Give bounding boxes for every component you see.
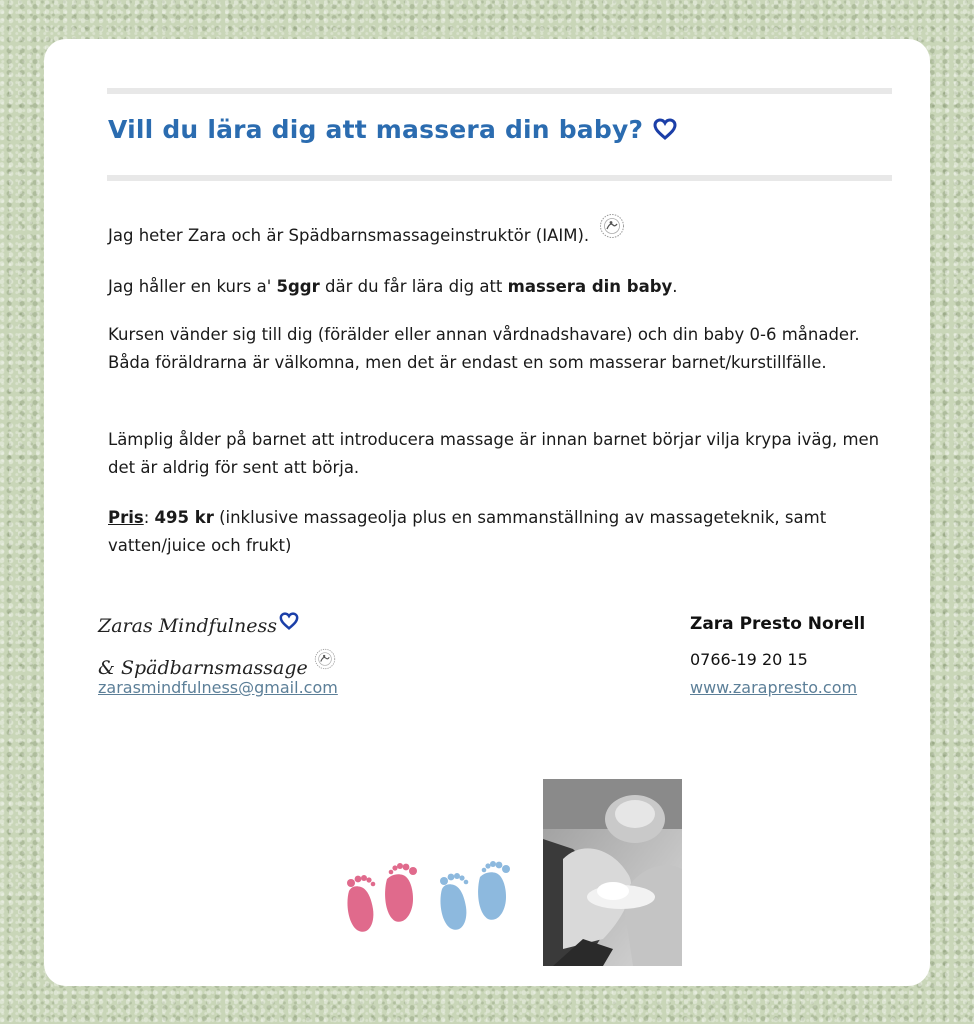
contact-name: Zara Presto Norell <box>690 614 866 634</box>
pink-footprints-icon <box>339 861 423 939</box>
email-link[interactable]: zarasmindfulness@gmail.com <box>98 678 338 697</box>
age-paragraph: Lämplig ålder på barnet att introducera massage är innan barnet börjar vilja krypa iväg, men det är aldrig för sent att börja. <box>108 430 880 477</box>
bottom-divider <box>107 175 892 181</box>
heart-icon <box>653 118 677 140</box>
blue-footprints-icon <box>432 859 516 937</box>
target-paragraph: Kursen vänder sig till dig (förälder eller annan vårdnadshavare) och din baby 0-6 månader. Båda föräldrarna är välkomna, men det är endast en som masserar barnet/kurstillfälle. <box>108 325 860 372</box>
iaim-seal-icon <box>599 213 625 239</box>
iaim-seal-icon-small <box>314 648 336 670</box>
website-link[interactable]: www.zarapresto.com <box>690 678 858 697</box>
heart-icon-small <box>279 612 299 630</box>
course-paragraph: Jag håller en kurs a' 5ggr där du får lära dig att massera din baby. <box>108 277 678 296</box>
phone-number: 0766-19 20 15 <box>690 650 808 669</box>
brand-line-2: & Spädbarnsmassage <box>98 648 336 679</box>
brand-line-1: Zaras Mindfulness <box>98 612 299 637</box>
intro-paragraph: Jag heter Zara och är Spädbarnsmassageinstruktör (IAIM). <box>108 213 888 250</box>
price-label: Pris <box>108 508 144 527</box>
baby-hands-photo <box>543 779 682 966</box>
price-amount: 495 kr <box>154 508 214 527</box>
page-title: Vill du lära dig att massera din baby? <box>108 115 677 144</box>
price-paragraph: Pris: 495 kr (inklusive massageolja plus en sammanställning av massageteknik, samt vatten/juice och frukt) <box>108 508 827 555</box>
top-divider <box>107 88 892 94</box>
flyer-card <box>44 39 930 986</box>
